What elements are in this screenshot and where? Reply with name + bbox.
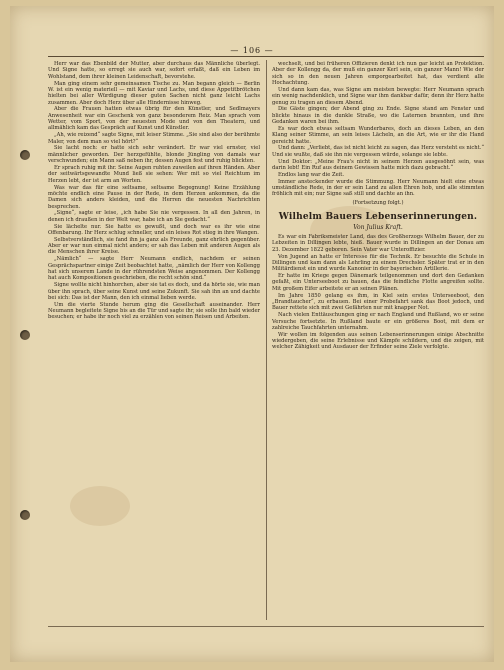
right-text-column [272, 61, 484, 621]
paragraph: wechselt, und bei früheren Offizieren denkt ich nun gar leicht an Protektion. Aber der Kollengg da, der muß ein ganzer Kerl sein, ein ganzer Mann! Wie der sich so in den neuen Jahren emporgearbeitet hat, das verdient alle Hochachtung. [272, 61, 484, 87]
paragraph: Wir wollen im folgenden aus seinen Lebenserinnerungen einige Abschnitte wiedergeben, die seine Erlebnisse und Kämpfe schildern, und die zeigen, mit welcher Zähigkeit und Ausdauer der Erfinder seine Ziele verfolgte. [272, 331, 484, 351]
paragraph: Die Gäste gingen; der Abend ging zu Ende. Signe stand am Fenster und blickte hinaus in die dunkle Straße, wo die Laternen brannten, und ihre Gedanken waren bei ihm. [272, 106, 484, 126]
paragraph: Aber die Frauen hatten etwas übrig für den Künstler, und Sedlmayers Anwesenheit war ein Geschenk von ganz besonderem Reiz. Man sprach vom Wetter, vom Sport, von der neuesten Mode und von den Theatern, und allmählich kam das Gespräch auf Kunst und Künstler. [48, 106, 260, 132]
left-text-column [48, 61, 260, 621]
paragraph: Er hatte im Kriege gegen Dänemark teilgenommen und dort den Gedanken gefaßt, ein Unterseeboot zu bauen, das die feindliche Flotte angreifen sollte. Mit großem Eifer arbeitete er an seinen Plänen. [272, 273, 484, 292]
paragraph: Was war das für eine seltsame, seltsame Begegnung! Keine Erzählung möchte endlich eine Pause in der Rede, in dem Herzen ankommen, da die Damen sich anders kleiden, und die Herren die neuesten Nachrichten besprechen. [48, 184, 260, 210]
binding-hole [20, 510, 30, 520]
paragraph: Nach vielen Enttäuschungen ging er nach England und Rußland, wo er seine Versuche fortsetzte. In Rußland baute er ein größeres Boot, mit dem er zahlreiche Tauchfahrten unternahm. [272, 312, 484, 331]
paragraph: „Nämlich“ — sagte Herr Neumann endlich, nachdem er seinen Gesprächspartner einige Zeit beobachtet hatte, „nämlich der Herr von Kollengg hat sich unserem Lande in der rührendsten Weise angenommen. Der Kollengg hat auch Kompositionen geschrieben, die recht schön sind.“ [48, 256, 260, 282]
paragraph: Und dann: „Verliebt, das ist nicht leicht zu sagen, das Herz versteht es nicht.“ Und sie wußte, daß sie ihn nie vergessen würde, solange sie lebte. [272, 145, 484, 158]
paragraph: Und dann kam das, was Signe am meisten bewegte: Herr Neumann sprach ein wenig nachdenklich, und Signe war ihm dankbar dafür, denn ihr Herz hatte genug zu tragen an diesem Abend. [272, 86, 484, 106]
paragraph: Sie lacht noch: er hatte sich sehr verändert. Er war viel ernster, viel männlicher geworden. Der herzgefühlte, blonde Jüngling von damals war verschwunden; ein Mann saß neben ihr, dessen Augen fest und ruhig blickten. [48, 145, 260, 165]
paragraph: Er sprach ruhig mit ihr. Seine Augen ruhten zuweilen auf ihren Händen. Aber der seitwärtsgewandte Mund ließ sie sehen: Wer mit so viel Reichtum im Herzen lebt, der ist arm an Worten. [48, 165, 260, 184]
binding-holes [20, 0, 34, 670]
paragraph: Sie lächelte nur. Sie hatte es gewußt, und doch war es ihr wie eine Offenbarung. Ihr Herz schlug schneller, und ein leises Rot stieg in ihre Wangen. [48, 223, 260, 236]
paragraph: Endlos lang war die Zeit. [278, 171, 345, 178]
paragraph: Im Jahre 1850 gelang es ihm, in Kiel sein erstes Unterseeboot, den „Brandtaucher“, zu erbauen. Bei einer Probefahrt sank das Boot jedoch, und Bauer rettete sich mit zwei Gefährten nur mit knapper Not. [272, 292, 484, 312]
paragraph: Signe wollte nicht hinhorchen, aber sie tat es doch, und da hörte sie, wie man über ihn sprach, über seine Kunst und seine Zukunft. Sie sah ihn an und dachte bei sich: Das ist der Mann, den ich einmal lieben werde. [48, 282, 260, 301]
binding-hole [20, 330, 30, 340]
paragraph: Man ging einem sehr gemeinsamen Tische zu. Man begann gleich — Berlin W. ist ein wenig materiell — mit Kaviar und Lachs, und diese Appetitbrötchen hielten bei aller Würdigung dieser guten Sachen nicht ganz leicht Lachs zusammen. Aber doch Herz über alle Hindernisse hinweg. [48, 80, 260, 106]
paragraph: „Signe“, sagte er leise, „ich habe Sie nie vergessen. In all den Jahren, in denen ich draußen in der Welt war, habe ich an Sie gedacht.“ [48, 210, 260, 223]
story-continuation [272, 61, 484, 198]
paragraph: Selbstverständlich, sie fand ihn ja ganz als Freunde, ganz ehrlich gegenüber. Aber er war nun einmal nicht anders; er sah das Leben mit anderen Augen als die Menschen ihrer Kreise. [48, 236, 260, 256]
paragraph: Um die vierte Stunde herum ging die Gesellschaft auseinander. Herr Neumann begleitete Signe bis an die Tür und sagte ihr, sie solle ihn bald wieder besuchen; er habe ihr noch viel zu erzählen von seinen Reisen und Arbeiten. [48, 301, 260, 321]
paragraph: Immer ansteckender wurde die Stimmung. Herr Neumann hielt eine etwas umständliche Rede, in der er sein Land zu allen Ehren hob, und alle stimmten fröhlich mit ein; nur Signe saß still und dachte an ihn. [272, 178, 484, 198]
paragraph: Es war ein Fabriksmeister Land, das des Großherzogs Wilhelm Bauer, der zu Lebzeiten in Dillingen lebte, hieß. Bauer wurde in Dillingen an der Donau am 23. Dezember 1822 geboren. Sein Vater war Unteroffizier. [272, 234, 484, 253]
article-title: Wilhelm Bauers Lebenserinnerungen. [278, 212, 478, 223]
paragraph: Es war doch etwas seltsam Wunderbares, doch an dieses Leben, an den Klang seiner Stimme, an sein leises Lächeln, an die Art, wie er ihr die Hand gereicht hatte. [272, 125, 484, 145]
paragraph: Von Jugend an hatte er Interesse für die Technik. Er besuchte die Schule in Dillingen und kam dann als Lehrling zu einem Drechsler. Später trat er in den Militärdienst ein und wurde Kanonier in der bayerischen Artillerie. [272, 253, 484, 273]
footer-rule [48, 626, 484, 627]
continuation-note: (Fortsetzung folgt.) [352, 199, 404, 206]
paragraph: Und Doktor: „Meine Frau's nicht in seinem Herzen ausgesöhnt sein, was darin lebt! Ein Ruf aus deinem Gewissen hatte mich dazu gebracht.“ [272, 158, 484, 171]
paragraph: „Ah, wie reizend“ sagte Signe, mit leiser Stimme. „Sie sind also der berühmte Maler, von dem man so viel hört?“ [48, 132, 260, 145]
article-author: Von Julius Kraft. [353, 224, 403, 232]
binding-hole [20, 150, 30, 160]
article-body [272, 234, 484, 351]
header-rule [48, 56, 484, 57]
column-divider [266, 60, 267, 620]
paragraph: Herr war das Ebenbild der Mutter, aber durchaus das Männliche überlegt. Und Signe hatte, so erregt sie auch war, sofort erfaßt, daß ein Leben im Wohlstand, dem ihrer kleinen Leidenschaft, bevorstehe. [48, 61, 260, 80]
page-number: — 106 — [230, 46, 274, 55]
